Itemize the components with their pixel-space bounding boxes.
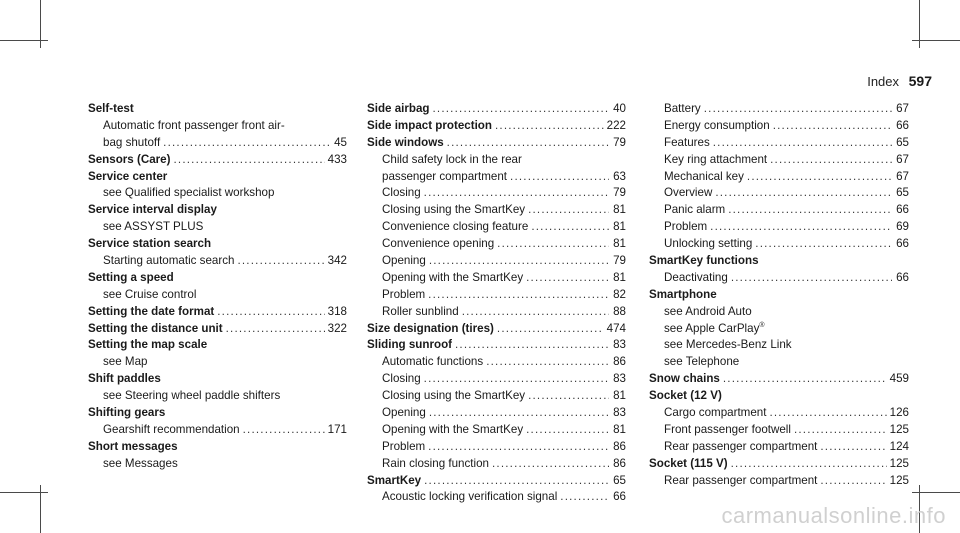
entry-text: Rear passenger compartment xyxy=(664,473,818,487)
entry-text: Size designation (tires) xyxy=(367,321,494,335)
page-ref[interactable]: 322 xyxy=(327,321,347,335)
index-subentry[interactable] xyxy=(367,236,626,253)
dot-leader xyxy=(237,253,324,270)
entry-text: Problem xyxy=(664,220,708,234)
dot-leader xyxy=(486,354,609,371)
entry-text: Service interval display xyxy=(88,203,217,217)
entry-text: Closing xyxy=(382,372,421,386)
entry-text: Convenience closing feature xyxy=(382,220,529,234)
page-ref[interactable]: 79 xyxy=(613,186,626,200)
index-subentry[interactable] xyxy=(367,304,626,321)
index-entry xyxy=(88,371,347,388)
index-entry[interactable] xyxy=(367,337,626,354)
header-label: Index xyxy=(867,74,900,89)
index-entry[interactable] xyxy=(649,371,909,388)
entry-text: Unlocking setting xyxy=(664,237,753,251)
index-subentry[interactable] xyxy=(367,456,626,473)
index-entry xyxy=(88,101,347,118)
dot-leader xyxy=(497,236,609,253)
entry-text: SmartKey xyxy=(367,473,422,487)
entry-text: Side impact protection xyxy=(367,118,492,132)
dot-leader xyxy=(455,337,609,354)
index-subentry[interactable] xyxy=(649,439,909,456)
entry-text: passenger compartment xyxy=(382,169,508,183)
crop-mark xyxy=(0,492,48,493)
index-subentry[interactable] xyxy=(649,219,909,236)
page-ref[interactable]: 81 xyxy=(613,270,626,284)
index-entry[interactable] xyxy=(367,101,626,118)
crop-mark xyxy=(912,40,960,41)
dot-leader xyxy=(769,405,886,422)
dot-leader xyxy=(447,135,609,152)
dot-leader xyxy=(217,304,324,321)
entry-text: see Steering wheel paddle shifters xyxy=(103,389,281,403)
page-ref[interactable]: 83 xyxy=(613,372,626,386)
index-entry[interactable] xyxy=(88,152,347,169)
dot-leader xyxy=(704,101,892,118)
page-ref[interactable]: 67 xyxy=(896,102,909,115)
dot-leader xyxy=(173,152,324,169)
page-ref[interactable]: 66 xyxy=(896,203,909,217)
index-subentry xyxy=(649,304,909,321)
index-subentry[interactable] xyxy=(649,422,909,439)
entry-text: Smartphone xyxy=(649,287,717,301)
index-subentry[interactable] xyxy=(367,202,626,219)
page-ref[interactable]: 81 xyxy=(613,220,626,234)
entry-text: Overview xyxy=(664,186,713,200)
index-subentry xyxy=(88,118,347,135)
entry-text: Gearshift recommendation xyxy=(103,422,240,436)
page-ref[interactable]: 342 xyxy=(327,254,347,268)
entry-text: see Apple CarPlay® xyxy=(664,321,765,335)
index-subentry[interactable] xyxy=(649,270,909,287)
entry-text: Panic alarm xyxy=(664,203,726,217)
page-ref[interactable]: 66 xyxy=(896,237,909,251)
page-ref[interactable]: 81 xyxy=(613,422,626,436)
index-subentry[interactable] xyxy=(88,253,347,270)
entry-text: bag shutoff xyxy=(103,135,161,149)
registered-mark: ® xyxy=(759,321,765,329)
page-ref[interactable]: 66 xyxy=(896,270,909,284)
index-entry xyxy=(649,287,909,304)
index-subentry xyxy=(88,219,347,236)
page-ref[interactable]: 66 xyxy=(896,118,909,132)
entry-text: Setting a speed xyxy=(88,270,174,284)
page-number: 597 xyxy=(908,73,932,89)
page-ref[interactable]: 65 xyxy=(896,186,909,200)
page-ref[interactable]: 86 xyxy=(613,456,626,470)
page-ref[interactable]: 66 xyxy=(613,490,626,504)
page-ref[interactable]: 63 xyxy=(613,169,626,183)
dot-leader xyxy=(713,135,892,152)
page-ref[interactable]: 69 xyxy=(896,220,909,234)
index-subentry[interactable] xyxy=(367,422,626,439)
entry-text: Deactivating xyxy=(664,270,728,284)
index-subentry[interactable] xyxy=(367,185,626,202)
index-entry[interactable] xyxy=(367,135,626,152)
dot-leader xyxy=(429,405,609,422)
entry-text: Convenience opening xyxy=(382,237,495,251)
index-subentry[interactable] xyxy=(367,405,626,422)
dot-leader xyxy=(715,185,892,202)
entry-text: Opening with the SmartKey xyxy=(382,270,524,284)
dot-leader xyxy=(794,422,887,439)
index-entry[interactable] xyxy=(88,304,347,321)
index-entry xyxy=(88,405,347,422)
index-subentry xyxy=(88,456,347,473)
dot-leader xyxy=(428,287,609,304)
index-entry xyxy=(88,439,347,456)
page-ref[interactable]: 67 xyxy=(896,152,909,166)
index-entry xyxy=(88,169,347,186)
dot-leader xyxy=(497,321,604,338)
index-entry[interactable] xyxy=(649,456,909,473)
dot-leader xyxy=(820,439,886,456)
dot-leader xyxy=(428,439,609,456)
entry-text: see Android Auto xyxy=(664,304,752,318)
crop-mark xyxy=(0,40,48,41)
page-ref[interactable]: 433 xyxy=(327,152,347,166)
page-ref[interactable]: 67 xyxy=(896,169,909,183)
dot-leader xyxy=(510,169,609,186)
page-ref[interactable]: 45 xyxy=(334,135,347,149)
entry-text: Opening xyxy=(382,254,426,268)
index-subentry[interactable] xyxy=(649,405,909,422)
dot-leader xyxy=(492,456,609,473)
index-subentry[interactable] xyxy=(649,135,909,152)
entry-text: Setting the date format xyxy=(88,304,215,318)
page-ref[interactable]: 83 xyxy=(613,338,626,352)
page-ref[interactable]: 65 xyxy=(613,473,626,487)
index-subentry xyxy=(649,337,909,354)
index-subentry xyxy=(88,388,347,405)
entry-text: Closing xyxy=(382,186,421,200)
dot-leader xyxy=(731,270,892,287)
index-column-3 xyxy=(649,101,909,489)
entry-text: Mechanical key xyxy=(664,169,744,183)
entry-text: Setting the distance unit xyxy=(88,321,223,335)
dot-leader xyxy=(243,422,325,439)
dot-leader xyxy=(528,202,609,219)
entry-text: Features xyxy=(664,135,710,149)
page-ref[interactable]: 318 xyxy=(327,304,347,318)
entry-text: Opening with the SmartKey xyxy=(382,422,524,436)
dot-leader xyxy=(424,185,609,202)
index-column-1 xyxy=(88,101,347,473)
page-ref[interactable]: 81 xyxy=(613,203,626,217)
entry-text: Child safety lock in the rear xyxy=(382,152,522,166)
index-subentry[interactable] xyxy=(367,388,626,405)
entry-text: Sensors (Care) xyxy=(88,152,171,166)
dot-leader xyxy=(526,422,609,439)
page-ref[interactable]: 459 xyxy=(889,372,909,386)
index-subentry xyxy=(88,287,347,304)
index-entry xyxy=(88,202,347,219)
dot-leader xyxy=(728,202,892,219)
index-subentry[interactable] xyxy=(367,270,626,287)
dot-leader xyxy=(723,371,887,388)
entry-text: see ASSYST PLUS xyxy=(103,220,204,234)
page-ref[interactable]: 171 xyxy=(327,422,347,436)
dot-leader xyxy=(820,473,886,490)
index-subentry[interactable] xyxy=(367,489,626,506)
dot-leader xyxy=(731,456,887,473)
entry-text: SmartKey functions xyxy=(649,254,759,268)
page-ref[interactable]: 40 xyxy=(613,102,626,115)
index-subentry xyxy=(88,185,347,202)
dot-leader xyxy=(424,371,609,388)
entry-text: see Mercedes-Benz Link xyxy=(664,338,792,352)
entry-text: Socket (12 V) xyxy=(649,389,722,403)
entry-text: Side windows xyxy=(367,135,444,149)
dot-leader xyxy=(528,388,609,405)
index-subentry[interactable] xyxy=(649,236,909,253)
entry-text: Rear passenger compartment xyxy=(664,439,818,453)
dot-leader xyxy=(747,169,892,186)
dot-leader xyxy=(163,135,330,152)
entry-text: Short messages xyxy=(88,439,178,453)
watermark: carmanualsonline.info xyxy=(721,503,946,528)
page-ref[interactable]: 83 xyxy=(613,406,626,420)
entry-text: Problem xyxy=(382,439,426,453)
index-subentry[interactable] xyxy=(649,118,909,135)
index-subentry[interactable] xyxy=(367,219,626,236)
page-ref[interactable]: 125 xyxy=(889,456,909,470)
entry-text: Opening xyxy=(382,406,426,420)
index-subentry xyxy=(367,152,626,169)
index-subentry[interactable] xyxy=(88,422,347,439)
index-entry xyxy=(649,253,909,270)
index-subentry[interactable] xyxy=(367,354,626,371)
entry-text: Key ring attachment xyxy=(664,152,768,166)
page-ref[interactable]: 88 xyxy=(613,304,626,318)
page-ref[interactable]: 222 xyxy=(606,118,626,132)
page-ref[interactable]: 126 xyxy=(889,406,909,420)
page-ref[interactable]: 82 xyxy=(613,287,626,301)
entry-text: see Map xyxy=(103,355,148,369)
entry-text: Socket (115 V) xyxy=(649,456,728,470)
dot-leader xyxy=(429,253,609,270)
index-entry xyxy=(88,270,347,287)
dot-leader xyxy=(495,118,604,135)
dot-leader xyxy=(560,489,609,506)
page-ref[interactable]: 125 xyxy=(889,422,909,436)
index-entry xyxy=(649,388,909,405)
index-subentry[interactable] xyxy=(649,185,909,202)
index-subentry[interactable] xyxy=(649,202,909,219)
entry-text: Setting the map scale xyxy=(88,338,208,352)
entry-text: Shifting gears xyxy=(88,406,166,420)
page-ref[interactable]: 474 xyxy=(606,321,626,335)
entry-text: Side airbag xyxy=(367,102,430,115)
index-entry xyxy=(88,337,347,354)
entry-text: Service station search xyxy=(88,237,212,251)
entry-text: Roller sunblind xyxy=(382,304,459,318)
index-entry[interactable] xyxy=(367,118,626,135)
page-ref[interactable]: 86 xyxy=(613,439,626,453)
dot-leader xyxy=(424,473,609,490)
index-subentry xyxy=(88,354,347,371)
index-subentry xyxy=(649,354,909,371)
index-subentry[interactable] xyxy=(649,473,909,490)
dot-leader xyxy=(433,101,610,118)
index-entry[interactable] xyxy=(367,473,626,490)
entry-text: Battery xyxy=(664,102,701,115)
index-subentry[interactable] xyxy=(367,439,626,456)
entry-text: Cargo compartment xyxy=(664,406,767,420)
index-subentry[interactable] xyxy=(88,135,347,152)
entry-text: Rain closing function xyxy=(382,456,489,470)
dot-leader xyxy=(526,270,609,287)
entry-text: see Telephone xyxy=(664,355,740,369)
index-subentry[interactable] xyxy=(649,152,909,169)
dot-leader xyxy=(710,219,892,236)
index-subentry xyxy=(649,321,909,338)
index-entry[interactable] xyxy=(367,321,626,338)
page-ref[interactable]: 125 xyxy=(889,473,909,487)
page-ref[interactable]: 81 xyxy=(613,389,626,403)
entry-text: Shift paddles xyxy=(88,372,161,386)
page-ref[interactable]: 65 xyxy=(896,135,909,149)
entry-text: Energy consumption xyxy=(664,118,770,132)
page-ref[interactable]: 79 xyxy=(613,254,626,268)
dot-leader xyxy=(773,118,892,135)
entry-text: Acoustic locking verification signal xyxy=(382,490,558,504)
index-subentry[interactable] xyxy=(367,371,626,388)
index-subentry[interactable] xyxy=(367,253,626,270)
entry-text: Service center xyxy=(88,169,168,183)
entry-text: Closing using the SmartKey xyxy=(382,203,526,217)
entry-text: Front passenger footwell xyxy=(664,422,791,436)
entry-text: Self-test xyxy=(88,102,134,115)
dot-leader xyxy=(770,152,892,169)
index-column-2 xyxy=(367,101,626,506)
dot-leader xyxy=(226,321,325,338)
page-header xyxy=(867,73,932,89)
index-subentry[interactable] xyxy=(367,287,626,304)
entry-text: Automatic functions xyxy=(382,355,484,369)
index-entry xyxy=(88,236,347,253)
page-ref[interactable]: 124 xyxy=(889,439,909,453)
entry-text: Snow chains xyxy=(649,372,720,386)
entry-text: Problem xyxy=(382,287,426,301)
entry-text: see Cruise control xyxy=(103,287,197,301)
entry-text: Automatic front passenger front air- xyxy=(103,118,285,132)
entry-text: see Qualified specialist workshop xyxy=(103,186,275,200)
entry-text: Closing using the SmartKey xyxy=(382,389,526,403)
index-subentry[interactable] xyxy=(649,101,909,118)
dot-leader xyxy=(755,236,892,253)
page-ref[interactable]: 81 xyxy=(613,237,626,251)
index-subentry[interactable] xyxy=(367,169,626,186)
entry-text: Starting automatic search xyxy=(103,254,235,268)
entry-text: see Messages xyxy=(103,456,178,470)
page-ref[interactable]: 79 xyxy=(613,135,626,149)
entry-text: Sliding sunroof xyxy=(367,338,453,352)
page-ref[interactable]: 86 xyxy=(613,355,626,369)
dot-leader xyxy=(462,304,609,321)
crop-mark xyxy=(912,492,960,493)
index-subentry[interactable] xyxy=(649,169,909,186)
dot-leader xyxy=(531,219,609,236)
index-entry[interactable] xyxy=(88,321,347,338)
